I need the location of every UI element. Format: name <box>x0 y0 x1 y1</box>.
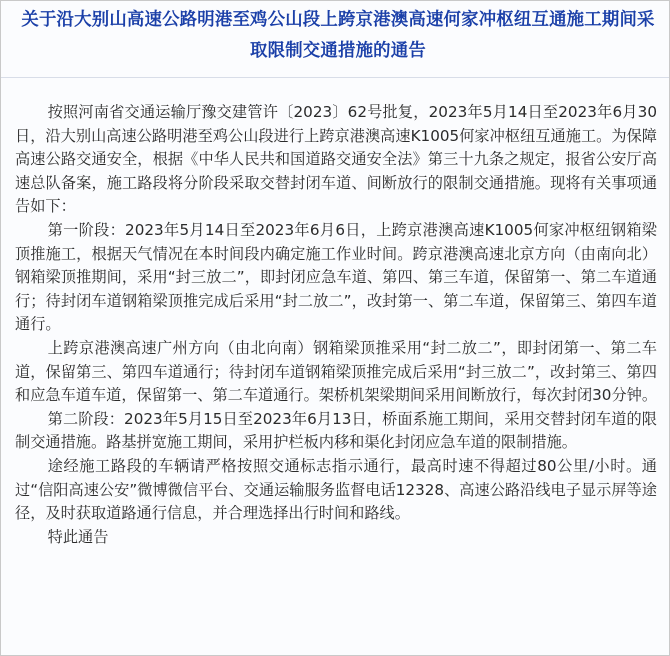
paragraph-intro: 按照河南省交通运输厅豫交建管许〔2023〕62号批复，2023年5月14日至2023年6月30日，沿大别山高速公路明港至鸡公山段进行上跨京港澳高速K1005何家冲枢纽互通施工。为保障高速公路交通安全，根据《中华人民共和国道路交通安全法》第三十九条之规定，报省公安厅高速总队备案，施工路段将分阶段采取交替封闭车道、间断放行的限制交通措施。现将有关事项通告如下： <box>15 103 657 216</box>
paragraph-phase-two: 第二阶段：2023年5月15日至2023年6月13日，桥面系施工期间，采用交替封闭车道的限制交通措施。路基拼宽施工期间，采用护栏板内移和渠化封闭应急车道的限制措施。 <box>15 409 657 452</box>
notice-title: 关于沿大别山高速公路明港至鸡公山段上跨京港澳高速何家冲枢纽互通施工期间采取限制交通措施的通告 <box>21 10 655 61</box>
paragraph-traffic-advice: 途经施工路段的车辆请严格按照交通标志指示通行，最高时速不得超过80公里/小时。通过“信阳高速公安”微博微信平台、交通运输服务监督电话12328、高速公路沿线电子显示屏等途径，及时获取道路通行信息，并合理选择出行时间和路线。 <box>15 456 657 523</box>
paragraph-guangzhou-direction: 上跨京港澳高速广州方向（由北向南）钢箱梁顶推采用“封二放二”，即封闭第一、第二车道，保留第三、第四车道通行；待封闭车道钢箱梁顶推完成后采用“封三放二”，改封第三、第四和应急车道车道，保留第一、第二车道通行。架桥机架梁期间采用间断放行，每次封闭30分钟。 <box>15 338 658 405</box>
notice-body <box>1 78 669 549</box>
paragraph-closing: 特此通告 <box>47 527 109 546</box>
paragraph-phase-one: 第一阶段：2023年5月14日至2023年6月6日，上跨京港澳高速K1005何家冲枢纽钢箱梁顶推施工，根据天气情况在本时间段内确定施工作业时间。跨京港澳高速北京方向（由南向北）钢箱梁顶推期间，采用“封三放二”，即封闭应急车道、第四、第三车道，保留第一、第二车道通行；待封闭车道钢箱梁顶推完成后采用“封二放二”，改封第一、第二车道，保留第三、第四车道通行。 <box>15 220 657 334</box>
